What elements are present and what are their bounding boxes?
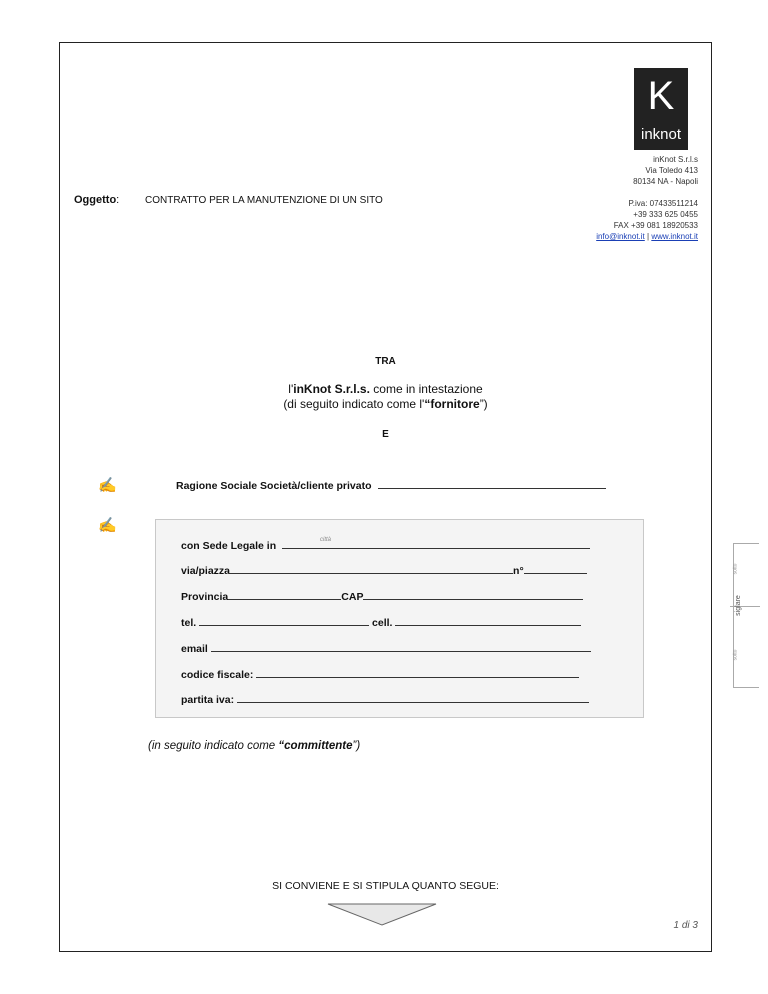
tel-row: [181, 615, 581, 629]
company-name: inKnot S.r.l.s: [653, 155, 698, 164]
side-tab: [733, 543, 759, 688]
email-label: email: [181, 643, 208, 655]
committente-bold: “committente: [278, 740, 353, 752]
partita-iva-label: partita iva:: [181, 694, 235, 706]
tra-heading: TRA: [375, 356, 396, 367]
logo-word: inknot: [640, 126, 682, 143]
supplier-name: inKnot S.r.l.s.: [293, 382, 370, 396]
codice-fiscale-field[interactable]: [256, 667, 579, 678]
ragione-sociale-field[interactable]: [378, 478, 606, 489]
sede-field[interactable]: [282, 538, 590, 549]
citta-hint: città: [320, 537, 332, 543]
cap-field[interactable]: [363, 589, 583, 600]
side-tab-bottom-label: sotto: [732, 649, 739, 661]
subject-label: [74, 194, 119, 206]
numero-label: n°: [513, 565, 524, 577]
tel-label: tel.: [181, 617, 197, 629]
provincia-label: Provincia: [181, 591, 229, 603]
side-tab-top-label: sotto: [732, 563, 739, 575]
company-street: Via Toledo 413: [645, 166, 698, 175]
sede-row: [181, 538, 590, 552]
side-tab-middle-label: siglare: [734, 595, 742, 616]
cap-label: CAP: [341, 591, 364, 603]
ragione-sociale-label: Ragione Sociale Società/cliente privato: [176, 480, 372, 492]
inknot-logo: [634, 68, 688, 150]
numero-field[interactable]: [524, 563, 587, 574]
supplier-note-prefix: (di seguito indicato come l': [283, 397, 425, 411]
company-fax: FAX +39 081 18920533: [613, 221, 698, 230]
down-arrow-icon: [327, 903, 437, 927]
company-piva: P.iva: 07433511214: [628, 199, 698, 208]
supplier-block: [59, 382, 712, 412]
e-heading: E: [382, 429, 389, 440]
cell-label: cell.: [372, 617, 393, 629]
company-contacts: [498, 198, 698, 242]
website-link[interactable]: www.inknot.it: [651, 232, 698, 241]
page-number: 1 di 3: [673, 920, 698, 931]
company-links: [498, 231, 698, 242]
supplier-note: [59, 397, 712, 412]
email-row: [181, 641, 591, 655]
pencil-icon: ✍: [98, 477, 117, 494]
email-link[interactable]: info@inknot.it: [596, 232, 645, 241]
via-field[interactable]: [230, 563, 513, 574]
email-field[interactable]: [211, 641, 591, 652]
provincia-row: [181, 589, 583, 603]
codice-fiscale-row: [181, 667, 579, 681]
link-separator: |: [644, 232, 652, 241]
ragione-sociale-row: [176, 478, 606, 492]
supplier-note-suffix: ”): [479, 397, 488, 411]
tel-field[interactable]: [199, 615, 369, 626]
committente-note: [148, 740, 360, 752]
via-row: [181, 563, 587, 577]
codice-fiscale-label: codice fiscale:: [181, 669, 254, 681]
pencil-icon: ✍: [98, 517, 117, 534]
stipula-heading: SI CONVIENE E SI STIPULA QUANTO SEGUE:: [272, 880, 499, 892]
cell-field[interactable]: [395, 615, 581, 626]
supplier-note-bold: “fornitore: [424, 397, 480, 411]
provincia-field[interactable]: [228, 589, 341, 600]
company-city: 80134 NA - Napoli: [633, 177, 698, 186]
supplier-suffix: come in intestazione: [369, 382, 483, 396]
partita-iva-row: [181, 692, 589, 706]
subject-label-text: Oggetto: [74, 194, 117, 206]
company-phone: +39 333 625 0455: [633, 210, 698, 219]
via-label: via/piazza: [181, 565, 231, 577]
logo-letter: K: [647, 74, 675, 118]
company-address: [498, 154, 698, 187]
supplier-prefix: l': [288, 382, 294, 396]
subject-colon: :: [116, 194, 120, 206]
supplier-line: [59, 382, 712, 397]
sede-label: con Sede Legale in: [181, 540, 277, 552]
committente-suffix: ”): [352, 740, 361, 752]
committente-prefix: (in seguito indicato come: [148, 740, 279, 752]
subject-text: CONTRATTO PER LA MANUTENZIONE DI UN SITO: [145, 195, 383, 206]
partita-iva-field[interactable]: [237, 692, 589, 703]
